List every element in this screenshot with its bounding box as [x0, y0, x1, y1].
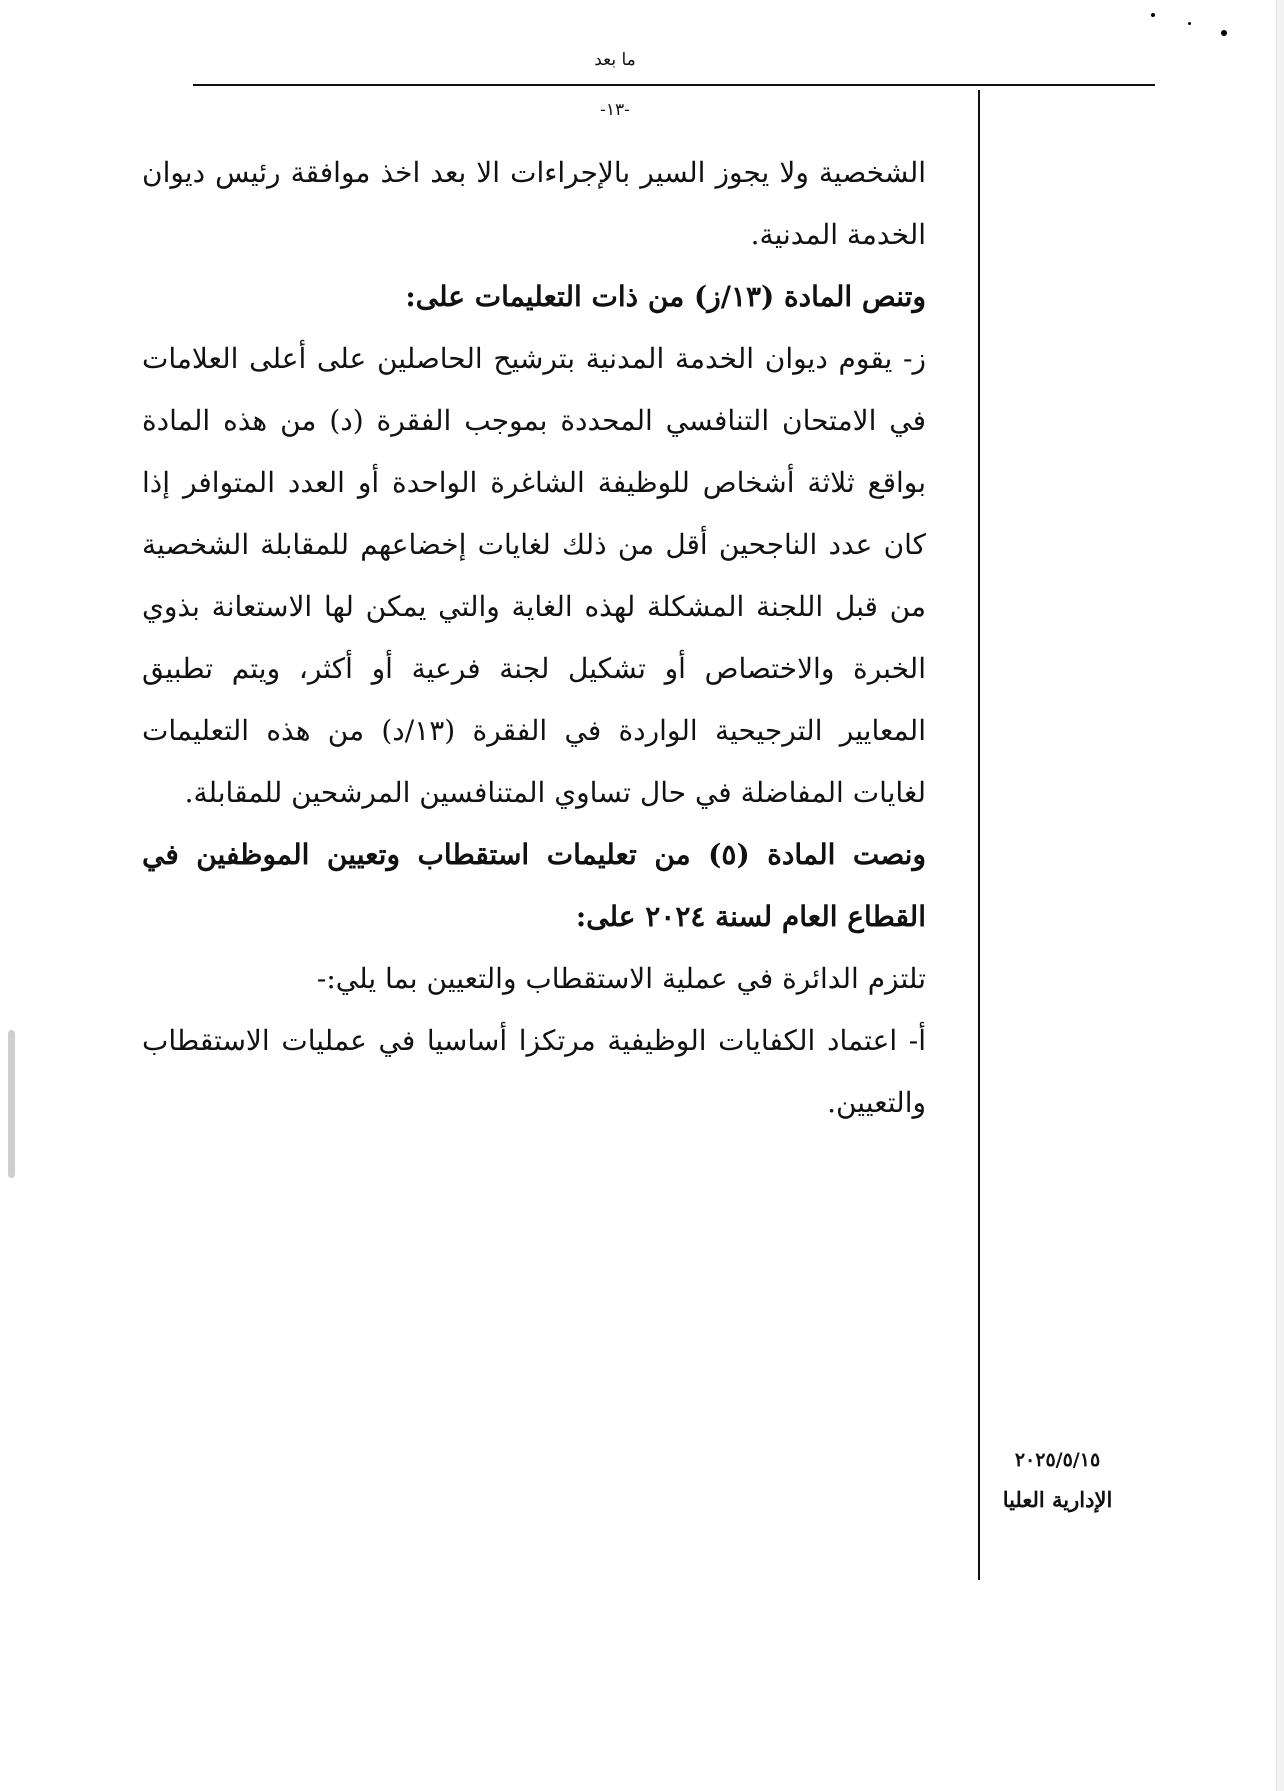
heading-article-13-z: وتنص المادة (١٣/ز) من ذات التعليمات على: [405, 280, 926, 313]
paragraph-article-13-z: ز- يقوم ديوان الخدمة المدنية بترشيح الحاصلين على أعلى العلامات في الامتحان التنافسي المحددة بموجب الفقرة (د) من هذه المادة بواقع ثلاثة أشخاص للوظيفة الشاغرة الواحدة أو العدد المتوافر إذا كان عدد الناجحين أقل من ذلك لغايات إخضاعهم للمقابلة الشخصية من قبل اللجنة المشكلة لهذه الغاية والتي يمكن لها الاستعانة بذوي الخبرة والاختصاص أو تشكيل لجنة فرعية أو أكثر، ويتم تطبيق المعايير الترجيحية الواردة في الفقرة (١٣/د) من هذه التعليمات لغايات المفاضلة في حال تساوي المتنافسين المرشحين للمقابلة. [142, 342, 926, 809]
scan-speck [1221, 30, 1227, 36]
scan-speck [1151, 13, 1155, 17]
document-body [142, 142, 926, 1134]
document-date: ٢٠٢٥/٥/١٥ [1014, 1449, 1101, 1471]
continuation-label: ما بعد [594, 50, 636, 70]
scan-speck [1188, 22, 1191, 25]
paragraph-obligations-intro: تلتزم الدائرة في عملية الاستقطاب والتعيين بما يلي:- [316, 962, 926, 995]
heading-article-5: ونصت المادة (٥) من تعليمات استقطاب وتعيين الموظفين في القطاع العام لسنة ٢٠٢٤ على: [142, 838, 926, 933]
scrollbar-handle[interactable] [8, 1030, 15, 1178]
paragraph-continuation: الشخصية ولا يجوز السير بالإجراءات الا بعد اخذ موافقة رئيس ديوان الخدمة المدنية. [142, 156, 926, 251]
paragraph-item-a: أ- اعتماد الكفايات الوظيفية مرتكزا أساسيا في عمليات الاستقطاب والتعيين. [142, 1024, 926, 1119]
margin-rule [978, 90, 980, 1580]
court-name: الإدارية العليا [1002, 1487, 1113, 1512]
page-number: -١٣- [600, 100, 630, 120]
header-rule [193, 84, 1155, 86]
margin-footer [985, 1440, 1130, 1520]
